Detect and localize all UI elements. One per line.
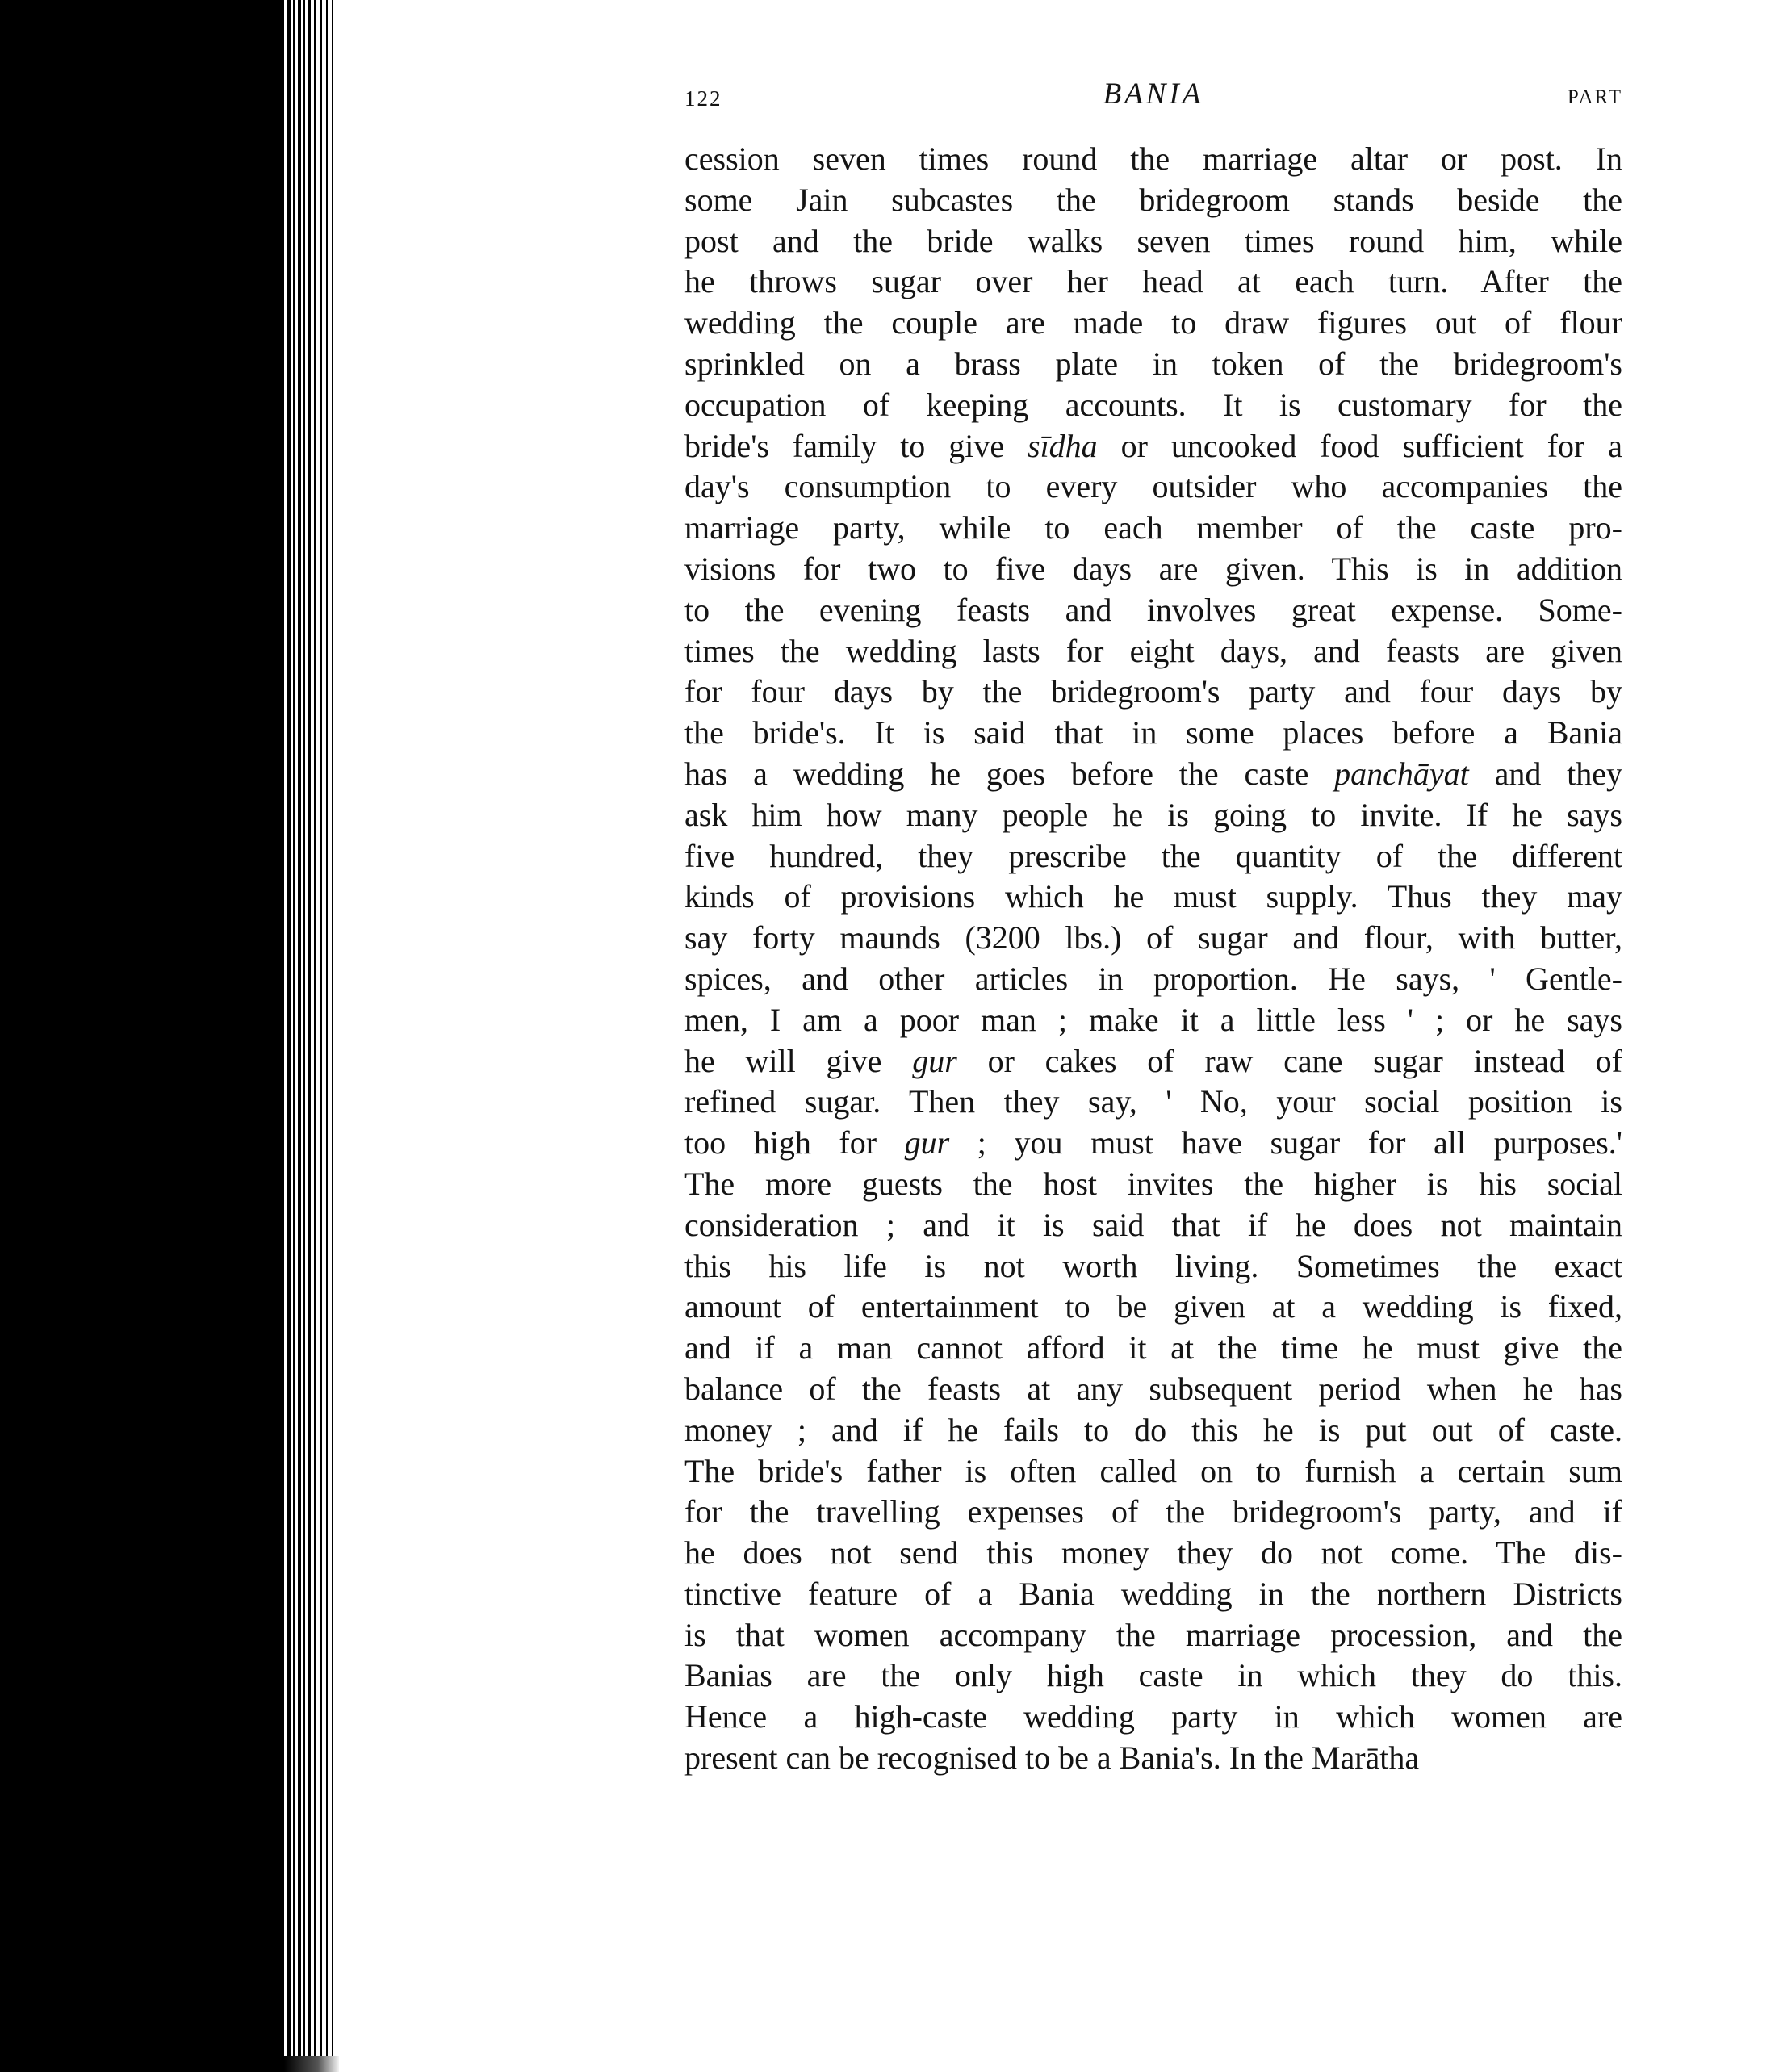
text-line: too high for gur ; you must have sugar for all purposes.'	[684, 1124, 1623, 1162]
binding-line	[298, 0, 301, 2072]
binding-line	[287, 0, 291, 2072]
binding-line	[308, 0, 311, 2072]
text-line: present can be recognised to be a Bania's. In the Marātha	[684, 1739, 1420, 1777]
text-line: bride's family to give sīdha or uncooked food sufficient for a	[684, 427, 1623, 464]
text-line: Hence a high-caste wedding party in which women are	[684, 1698, 1622, 1735]
body-text	[684, 139, 1622, 1779]
text-line: say forty maunds (3200 lbs.) of sugar and flour, with butter,	[684, 919, 1622, 956]
binding-line	[332, 0, 333, 2072]
binding-line	[293, 0, 295, 2072]
text-line: The more guests the host invites the higher is his social	[684, 1165, 1622, 1202]
text-line: visions for two to five days are given. This is in addition	[684, 550, 1622, 587]
text-line: tinctive feature of a Bania wedding in the northern Districts	[684, 1575, 1622, 1612]
page-number: 122	[684, 86, 722, 111]
italic-term: gur	[912, 1042, 957, 1079]
binding-line	[320, 0, 322, 2072]
binding-shadow	[284, 2056, 339, 2072]
binding-line	[326, 0, 328, 2072]
running-head	[684, 77, 1622, 117]
text-line: marriage party, while to each member of the caste pro-	[684, 509, 1622, 546]
text-line: men, I am a poor man ; make it a little less ' ; or he says	[684, 1001, 1622, 1038]
text-line: he throws sugar over her head at each turn. After the	[684, 263, 1622, 300]
binding-line	[303, 0, 305, 2072]
text-line: money ; and if he fails to do this he is put out of caste.	[684, 1411, 1622, 1448]
text-line: kinds of provisions which he must supply. Thus they may	[684, 878, 1622, 915]
black-margin	[0, 0, 284, 2072]
text-line: consideration ; and it is said that if he does not maintain	[684, 1206, 1622, 1243]
text-line: post and the bride walks seven times round him, while	[684, 222, 1622, 259]
text-line: balance of the feasts at any subsequent period when he has	[684, 1370, 1622, 1407]
binding-edge	[0, 0, 339, 2072]
text-line: wedding the couple are made to draw figures out of flour	[684, 304, 1622, 341]
running-title: BANIA	[1103, 77, 1204, 111]
text-line: and if a man cannot afford it at the time he must give the	[684, 1329, 1622, 1367]
text-line: spices, and other articles in proportion. He says, ' Gentle-	[684, 960, 1622, 997]
text-line: he will give gur or cakes of raw cane sugar instead of	[684, 1042, 1622, 1079]
text-line: for four days by the bridegroom's party and four days by	[684, 673, 1622, 710]
text-line: amount of entertainment to be given at a wedding is fixed,	[684, 1288, 1622, 1325]
text-line: he does not send this money they do not come. The dis-	[684, 1534, 1622, 1572]
text-line: refined sugar. Then they say, ' No, your social position is	[684, 1083, 1622, 1120]
text-line: Banias are the only high caste in which they do this.	[684, 1657, 1622, 1694]
text-line: day's consumption to every outsider who accompanies the	[684, 468, 1622, 505]
text-line: cession seven times round the marriage altar or post. In	[684, 140, 1622, 177]
text-line: to the evening feasts and involves great expense. Some-	[684, 591, 1622, 628]
text-line: has a wedding he goes before the caste panchāyat and they	[684, 755, 1622, 792]
binding-line	[314, 0, 316, 2072]
text-line: sprinkled on a brass plate in token of the bridegroom's	[684, 345, 1622, 382]
text-line: some Jain subcastes the bridegroom stands beside the	[684, 181, 1622, 218]
text-line: five hundred, they prescribe the quantity of the different	[684, 837, 1622, 874]
text-line: times the wedding lasts for eight days, and feasts are given	[684, 632, 1622, 669]
text-line: is that women accompany the marriage procession, and the	[684, 1616, 1622, 1653]
running-part-label: PART	[1567, 86, 1622, 108]
text-line: this his life is not worth living. Sometimes the exact	[684, 1247, 1622, 1284]
text-line: The bride's father is often called on to furnish a certain sum	[684, 1452, 1622, 1489]
italic-term: panchāyat	[1334, 755, 1469, 792]
text-line: for the travelling expenses of the bridegroom's party, and if	[684, 1493, 1622, 1530]
italic-term: gur	[904, 1124, 950, 1162]
italic-term: sīdha	[1028, 427, 1098, 464]
text-line: occupation of keeping accounts. It is customary for the	[684, 386, 1622, 423]
text-line: the bride's. It is said that in some places before a Bania	[684, 714, 1622, 751]
text-line: ask him how many people he is going to invite. If he says	[684, 796, 1622, 833]
